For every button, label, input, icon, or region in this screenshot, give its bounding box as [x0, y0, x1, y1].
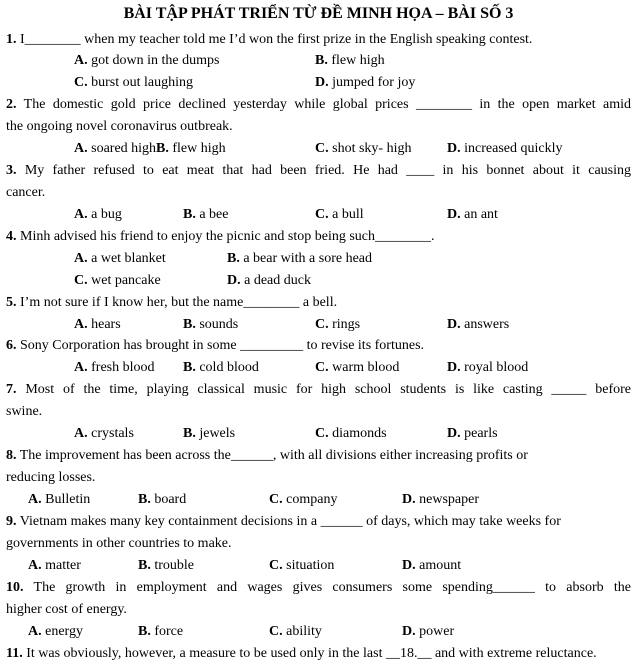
- option-text: royal blood: [460, 360, 529, 375]
- question-3-line-2: [6, 184, 631, 202]
- option-c[interactable]: [74, 74, 193, 92]
- question-7-line-1: [6, 381, 631, 399]
- option-letter: C.: [74, 75, 88, 90]
- option-text: sounds: [195, 317, 239, 332]
- option-letter: A.: [74, 360, 88, 375]
- option-c[interactable]: [74, 272, 161, 290]
- option-letter: B.: [227, 251, 240, 266]
- question-3-line-1: [6, 162, 631, 180]
- question-text: The growth in employment and wages gives consumers some spending______ to absorb the: [33, 580, 631, 595]
- option-d[interactable]: [402, 623, 454, 641]
- option-text: company: [282, 492, 338, 507]
- question-6-line-1: [6, 337, 631, 355]
- option-text: soared high: [87, 141, 157, 156]
- option-text: a dead duck: [240, 273, 311, 288]
- option-d[interactable]: [315, 74, 415, 92]
- option-text: warm blood: [328, 360, 400, 375]
- option-b[interactable]: [183, 206, 229, 224]
- option-letter: C.: [315, 141, 329, 156]
- option-text: ability: [282, 624, 322, 639]
- option-b[interactable]: [138, 623, 183, 641]
- option-b[interactable]: [183, 359, 259, 377]
- question-text: cancer.: [6, 185, 46, 200]
- option-text: a bug: [87, 207, 122, 222]
- question-11-line-1: [6, 645, 631, 663]
- option-text: force: [150, 624, 184, 639]
- option-b[interactable]: [156, 140, 226, 158]
- question-text: The domestic gold price declined yesterday while global prices ________ in the open market amid: [23, 97, 632, 112]
- question-10-line-2: [6, 601, 631, 619]
- question-number: 8.: [6, 448, 17, 463]
- option-text: a bear with a sore head: [239, 251, 373, 266]
- option-letter: A.: [74, 426, 88, 441]
- option-text: diamonds: [328, 426, 387, 441]
- question-text: Sony Corporation has brought in some _________ to revise its fortunes.: [20, 338, 425, 353]
- option-letter: D.: [402, 558, 416, 573]
- question-number: 7.: [6, 382, 17, 397]
- option-b[interactable]: [138, 557, 194, 575]
- option-a[interactable]: [74, 250, 166, 268]
- option-letter: D.: [447, 360, 461, 375]
- option-letter: D.: [447, 207, 461, 222]
- option-text: an ant: [460, 207, 498, 222]
- option-c[interactable]: [269, 491, 337, 509]
- option-c[interactable]: [269, 623, 322, 641]
- option-d[interactable]: [402, 491, 479, 509]
- option-a[interactable]: [28, 557, 81, 575]
- option-letter: B.: [138, 624, 151, 639]
- option-letter: C.: [269, 624, 283, 639]
- option-text: trouble: [150, 558, 194, 573]
- option-d[interactable]: [227, 272, 311, 290]
- question-8-line-2: [6, 469, 631, 487]
- question-2-line-1: [6, 96, 631, 114]
- option-letter: D.: [447, 426, 461, 441]
- question-text: I’m not sure if I know her, but the name________ a bell.: [20, 295, 338, 310]
- option-a[interactable]: [74, 425, 134, 443]
- option-letter: C.: [315, 207, 329, 222]
- question-text: The improvement has been across the______, with all divisions either increasing profits or: [19, 448, 528, 463]
- option-text: rings: [328, 317, 361, 332]
- question-number: 10.: [6, 580, 24, 595]
- question-9-line-1: [6, 513, 631, 531]
- option-b[interactable]: [227, 250, 372, 268]
- option-letter: B.: [138, 492, 151, 507]
- question-4-line-1: [6, 228, 631, 246]
- option-a[interactable]: [74, 206, 122, 224]
- question-1-line-1: [6, 31, 631, 49]
- question-text: Vietnam makes many key containment decisions in a ______ of days, which may take weeks for: [19, 514, 561, 529]
- option-text: newspaper: [415, 492, 479, 507]
- option-text: situation: [282, 558, 335, 573]
- question-number: 5.: [6, 295, 17, 310]
- option-letter: B.: [138, 558, 151, 573]
- option-text: crystals: [87, 426, 134, 441]
- option-d[interactable]: [447, 359, 528, 377]
- option-c[interactable]: [315, 359, 399, 377]
- option-a[interactable]: [74, 316, 121, 334]
- option-letter: B.: [183, 317, 196, 332]
- option-b[interactable]: [138, 491, 186, 509]
- question-8-line-1: [6, 447, 631, 465]
- option-text: a wet blanket: [87, 251, 166, 266]
- option-letter: C.: [315, 317, 329, 332]
- option-letter: B.: [156, 141, 169, 156]
- option-letter: D.: [227, 273, 241, 288]
- option-text: increased quickly: [460, 141, 563, 156]
- option-a[interactable]: [28, 623, 83, 641]
- option-text: cold blood: [195, 360, 259, 375]
- question-10-line-1: [6, 579, 631, 597]
- question-text: reducing losses.: [6, 470, 96, 485]
- option-text: pearls: [460, 426, 498, 441]
- option-b[interactable]: [315, 52, 385, 70]
- question-text: Minh advised his friend to enjoy the picnic and stop being such________.: [20, 229, 435, 244]
- option-text: matter: [41, 558, 81, 573]
- question-2-line-2: [6, 118, 631, 136]
- option-text: board: [150, 492, 187, 507]
- option-c[interactable]: [269, 557, 334, 575]
- question-number: 9.: [6, 514, 17, 529]
- option-text: jewels: [195, 426, 236, 441]
- option-text: wet pancake: [87, 273, 161, 288]
- question-text: Most of the time, playing classical music for high school students is like casting _____ before: [25, 382, 632, 397]
- option-text: power: [415, 624, 455, 639]
- option-b[interactable]: [183, 425, 235, 443]
- question-9-line-2: [6, 535, 631, 553]
- question-number: 2.: [6, 97, 17, 112]
- question-5-line-1: [6, 294, 631, 312]
- option-letter: C.: [315, 426, 329, 441]
- option-letter: A.: [28, 558, 42, 573]
- option-d[interactable]: [447, 316, 509, 334]
- question-text: governments in other countries to make.: [6, 536, 232, 551]
- option-letter: D.: [402, 624, 416, 639]
- option-letter: A.: [74, 317, 88, 332]
- question-number: 3.: [6, 163, 17, 178]
- option-letter: D.: [315, 75, 329, 90]
- option-c[interactable]: [315, 140, 411, 158]
- question-text: It was obviously, however, a measure to be used only in the last __18.__ and with extreme reluctance.: [26, 646, 597, 661]
- option-letter: A.: [74, 141, 88, 156]
- question-text: I________ when my teacher told me I’d won the first prize in the English speaking contest.: [20, 32, 533, 47]
- option-text: burst out laughing: [87, 75, 194, 90]
- option-letter: B.: [183, 426, 196, 441]
- question-number: 11.: [6, 646, 23, 661]
- option-text: energy: [41, 624, 83, 639]
- option-letter: A.: [28, 624, 42, 639]
- question-text: the ongoing novel coronavirus outbreak.: [6, 119, 233, 134]
- question-number: 6.: [6, 338, 17, 353]
- option-letter: C.: [315, 360, 329, 375]
- option-text: flew high: [327, 53, 385, 68]
- option-text: a bee: [195, 207, 229, 222]
- option-text: got down in the dumps: [87, 53, 220, 68]
- option-text: jumped for joy: [328, 75, 416, 90]
- option-a[interactable]: [74, 52, 219, 70]
- option-letter: C.: [269, 558, 283, 573]
- option-a[interactable]: [28, 491, 90, 509]
- option-text: answers: [460, 317, 510, 332]
- option-text: amount: [415, 558, 462, 573]
- option-c[interactable]: [315, 206, 364, 224]
- question-text: My father refused to eat meat that had been fried. He had ____ in his bonnet about it causing: [24, 163, 631, 178]
- option-d[interactable]: [447, 140, 562, 158]
- option-letter: A.: [74, 53, 88, 68]
- option-letter: A.: [28, 492, 42, 507]
- option-letter: B.: [183, 360, 196, 375]
- option-letter: C.: [269, 492, 283, 507]
- question-number: 4.: [6, 229, 17, 244]
- option-c[interactable]: [315, 425, 387, 443]
- page-title: BÀI TẬP PHÁT TRIỂN TỪ ĐỀ MINH HỌA – BÀI SỐ 3: [123, 5, 514, 22]
- option-c[interactable]: [315, 316, 360, 334]
- option-letter: A.: [74, 251, 88, 266]
- option-letter: C.: [74, 273, 88, 288]
- option-letter: A.: [74, 207, 88, 222]
- option-text: shot sky- high: [328, 141, 412, 156]
- option-d[interactable]: [402, 557, 461, 575]
- option-a[interactable]: [74, 359, 155, 377]
- option-text: hears: [87, 317, 121, 332]
- question-text: swine.: [6, 404, 43, 419]
- question-number: 1.: [6, 32, 17, 47]
- option-d[interactable]: [447, 206, 498, 224]
- option-a[interactable]: [74, 140, 156, 158]
- option-letter: B.: [315, 53, 328, 68]
- question-7-line-2: [6, 403, 631, 421]
- option-letter: D.: [402, 492, 416, 507]
- option-text: Bulletin: [41, 492, 91, 507]
- option-text: a bull: [328, 207, 364, 222]
- option-text: flew high: [168, 141, 226, 156]
- option-letter: B.: [183, 207, 196, 222]
- option-letter: D.: [447, 317, 461, 332]
- option-letter: D.: [447, 141, 461, 156]
- option-d[interactable]: [447, 425, 498, 443]
- option-text: fresh blood: [87, 360, 155, 375]
- question-text: higher cost of energy.: [6, 602, 127, 617]
- option-b[interactable]: [183, 316, 238, 334]
